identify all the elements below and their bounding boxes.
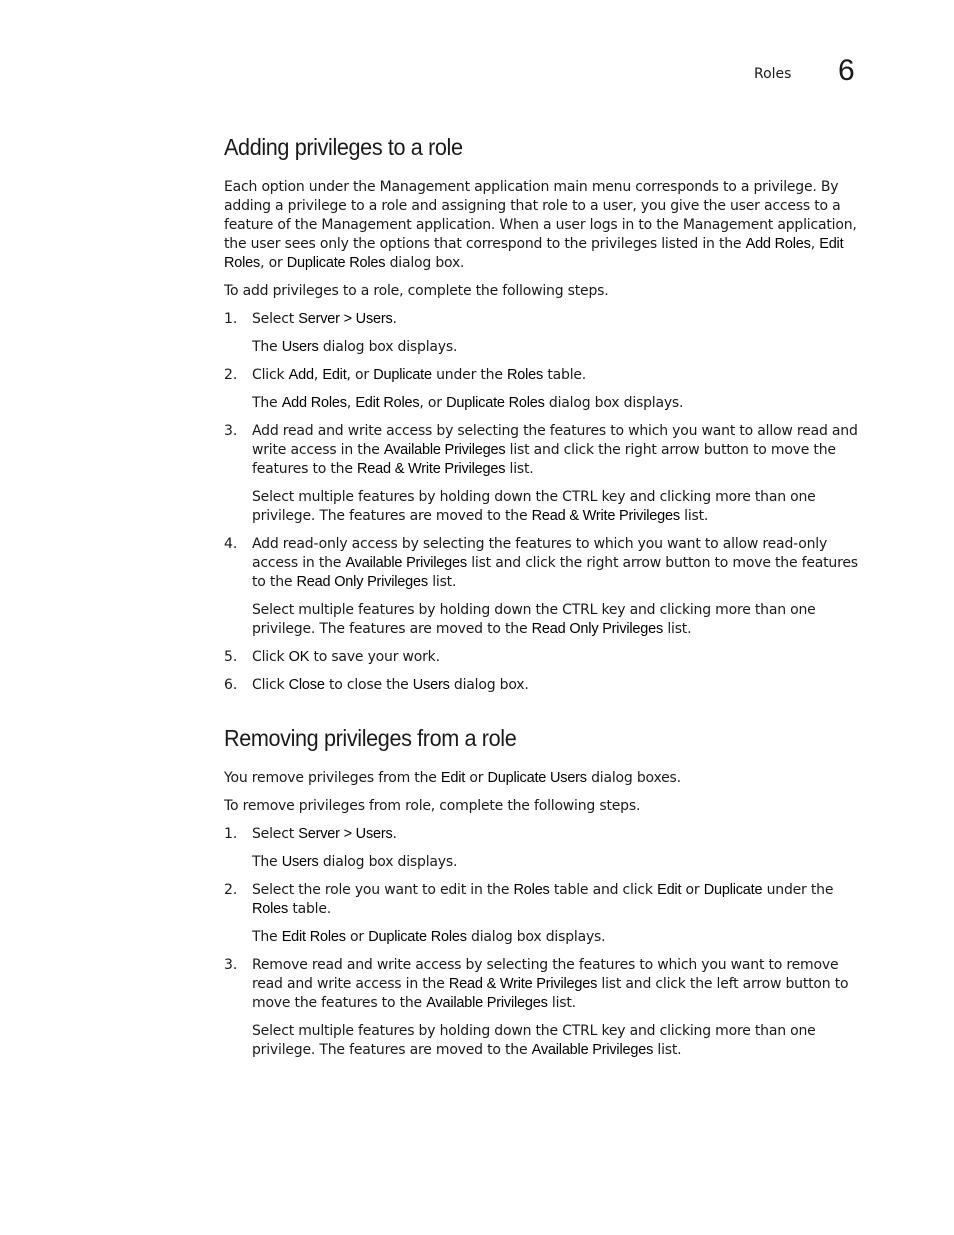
- text-run: .: [392, 311, 397, 327]
- ui-term: Server > Users: [298, 311, 393, 327]
- step-item: [224, 422, 870, 526]
- ui-term: Available Privileges: [383, 442, 506, 458]
- step-text: [252, 310, 870, 329]
- text-run: Click: [252, 649, 289, 665]
- step-item: [224, 676, 870, 695]
- text-run: Select: [252, 826, 299, 842]
- steps-lead: [224, 282, 870, 301]
- text-run: Add read-only access by selecting the features to which you want to allow read-only access in the: [252, 536, 828, 571]
- text-run: or: [465, 770, 488, 786]
- text-run: The: [252, 929, 282, 945]
- text-run: or: [681, 882, 704, 898]
- ui-term: Edit Roles: [224, 236, 844, 271]
- ui-term: Edit: [440, 770, 466, 786]
- ui-term: Server > Users: [298, 826, 393, 842]
- text-run: , or: [419, 395, 447, 411]
- ui-term: Duplicate Roles: [446, 395, 545, 411]
- step-text: [252, 881, 870, 919]
- steps-lead: [224, 797, 870, 816]
- text-run: , or: [346, 367, 374, 383]
- chapter-number: 6: [838, 54, 855, 87]
- text-run: under the: [762, 882, 834, 898]
- text-run: To remove privileges from role, complete the following steps.: [224, 798, 641, 814]
- text-run: dialog boxes.: [586, 770, 681, 786]
- text-run: dialog box displays.: [318, 854, 458, 870]
- step-number: 3.: [224, 423, 238, 439]
- ui-term: Users: [281, 339, 319, 355]
- text-run: Click: [252, 367, 289, 383]
- text-run: You remove privileges from the: [224, 770, 441, 786]
- text-run: Each option under the Management application main menu corresponds to a privilege. By adding a privilege to a role and assigning that role to a user, you give the user access to a feature of the Management application. When a user logs in to the Management application, the user sees only the options that correspond to the privileges listed in the: [224, 179, 857, 252]
- step-item: [224, 825, 870, 872]
- text-run: Remove read and write access by selecting the features to which you want to remove read and write access in the: [252, 957, 839, 992]
- text-run: table.: [288, 901, 332, 917]
- step-text: [252, 648, 870, 667]
- text-run: dialog box displays.: [466, 929, 606, 945]
- step-text: [252, 956, 870, 1013]
- text-run: Select the role you want to edit in the: [252, 882, 514, 898]
- text-run: dialog box.: [449, 677, 529, 693]
- ui-term: Add Roles: [745, 236, 811, 252]
- ui-term: Add: [288, 367, 314, 383]
- ui-term: Edit: [322, 367, 347, 383]
- ui-term: Read & Write Privileges: [531, 508, 680, 524]
- text-run: dialog box displays.: [544, 395, 684, 411]
- step-number: 3.: [224, 957, 238, 973]
- ui-term: Read Only Privileges: [296, 574, 428, 590]
- text-run: list.: [679, 508, 709, 524]
- ui-term: Duplicate Users: [487, 770, 587, 786]
- ui-term: Duplicate Roles: [286, 255, 386, 271]
- step-result: [252, 853, 870, 872]
- ui-term: Available Privileges: [531, 1042, 654, 1058]
- step-item: [224, 310, 870, 357]
- step-text: [252, 535, 870, 592]
- text-run: ,: [346, 395, 356, 411]
- step-list: [224, 825, 870, 1060]
- text-run: dialog box displays.: [318, 339, 458, 355]
- text-run: list.: [547, 995, 576, 1011]
- text-run: list and click the right arrow button to move the features to the: [252, 442, 836, 477]
- ui-term: Read Only Privileges: [531, 621, 664, 637]
- step-result: [252, 394, 870, 413]
- section-intro: [224, 769, 870, 788]
- step-list: [224, 310, 870, 695]
- ui-term: OK: [288, 649, 310, 665]
- text-run: table.: [543, 367, 587, 383]
- ui-term: Available Privileges: [345, 555, 467, 571]
- step-number: 6.: [224, 677, 238, 693]
- ui-term: Roles: [252, 901, 289, 917]
- text-run: ,: [810, 236, 820, 252]
- step-item: [224, 366, 870, 413]
- step-number: 2.: [224, 367, 238, 383]
- text-run: The: [252, 395, 282, 411]
- ui-term: Read & Write Privileges: [448, 976, 598, 992]
- section-intro: [224, 178, 870, 273]
- page-content: [224, 130, 870, 1060]
- ui-term: Edit Roles: [281, 929, 346, 945]
- step-result: [252, 338, 870, 357]
- text-run: to close the: [324, 677, 413, 693]
- text-run: Add read and write access by selecting the features to which you want to allow read and write access in the: [252, 423, 858, 458]
- text-run: list.: [653, 1042, 682, 1058]
- ui-term: Duplicate: [703, 882, 763, 898]
- step-text: [252, 676, 870, 695]
- text-run: .: [392, 826, 397, 842]
- step-result: [252, 928, 870, 947]
- ui-term: Add Roles: [281, 395, 347, 411]
- text-run: under the: [431, 367, 508, 383]
- ui-term: Close: [288, 677, 325, 693]
- text-run: Click: [252, 677, 289, 693]
- text-run: or: [345, 929, 369, 945]
- step-number: 5.: [224, 649, 238, 665]
- ui-term: Duplicate: [373, 367, 432, 383]
- step-result: [252, 601, 870, 639]
- text-run: ,: [313, 367, 323, 383]
- step-item: [224, 956, 870, 1060]
- step-text: [252, 825, 870, 844]
- step-item: [224, 881, 870, 947]
- text-run: Select multiple features by holding down the CTRL key and clicking more than one privilege. The features are moved to the: [252, 1023, 816, 1058]
- step-number: 2.: [224, 882, 238, 898]
- section-title: Removing privileges from a role: [224, 725, 517, 751]
- step-item: [224, 648, 870, 667]
- text-run: The: [252, 854, 282, 870]
- step-number: 1.: [224, 826, 238, 842]
- text-run: list.: [505, 461, 534, 477]
- text-run: To add privileges to a role, complete the following steps.: [224, 283, 609, 299]
- text-run: , or: [260, 255, 287, 271]
- text-run: to save your work.: [309, 649, 440, 665]
- text-run: The: [252, 339, 282, 355]
- text-run: list and click the left arrow button to move the features to the: [252, 976, 849, 1011]
- ui-term: Duplicate Roles: [368, 929, 467, 945]
- text-run: list.: [663, 621, 692, 637]
- step-text: [252, 366, 870, 385]
- ui-term: Roles: [507, 367, 544, 383]
- text-run: Select multiple features by holding down the CTRL key and clicking more than one privilege. The features are moved to the: [252, 489, 816, 524]
- text-run: table and click: [549, 882, 658, 898]
- text-run: list.: [427, 574, 457, 590]
- ui-term: Available Privileges: [426, 995, 548, 1011]
- ui-term: Users: [281, 854, 319, 870]
- step-item: [224, 535, 870, 639]
- ui-term: Users: [412, 677, 450, 693]
- step-result: [252, 488, 870, 526]
- step-text: [252, 422, 870, 479]
- ui-term: Read & Write Privileges: [357, 461, 506, 477]
- text-run: list and click the right arrow button to move the features to the: [252, 555, 858, 590]
- step-number: 1.: [224, 311, 238, 327]
- step-number: 4.: [224, 536, 238, 552]
- running-header-section: Roles: [754, 66, 792, 82]
- ui-term: Edit: [657, 882, 682, 898]
- text-run: Select: [252, 311, 299, 327]
- ui-term: Edit Roles: [355, 395, 420, 411]
- step-result: [252, 1022, 870, 1060]
- section-title: Adding privileges to a role: [224, 134, 463, 160]
- page-header: [0, 56, 954, 96]
- text-run: dialog box.: [385, 255, 465, 271]
- ui-term: Roles: [513, 882, 550, 898]
- text-run: Select multiple features by holding down the CTRL key and clicking more than one privilege. The features are moved to the: [252, 602, 816, 637]
